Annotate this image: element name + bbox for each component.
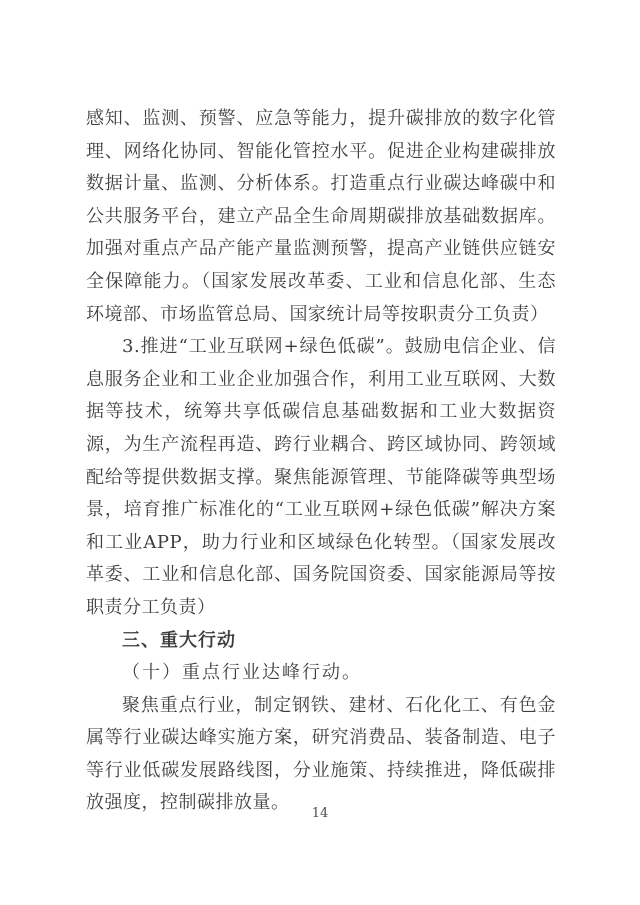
subsection-heading-key-industry-peak-action: （十）重点行业达峰行动。 — [122, 662, 362, 684]
section-heading-major-actions: 三、重大行动 — [122, 629, 236, 651]
page-number: 14 — [311, 806, 329, 821]
body-paragraph-key-industries: 聚焦重点行业，制定钢铁、建材、石化化工、有色金属等行业碳达峰实施方案，研究消费品、装备制造、电子等行业低碳发展路线图，分业施策、持续推进，降低碳排放强度，控制碳排放量。 — [86, 694, 556, 814]
body-paragraph-industrial-internet: 3.推进“工业互联网+绿色低碳”。鼓励电信企业、信息服务企业和工业企业加强合作，利用工业互联网、大数据等技术，统筹共享低碳信息基础数据和工业大数据资源，为生产流程再造、跨行业耦合、跨区域协同、跨领域配给等提供数据支撑。聚焦能源管理、节能降碳等典型场景，培育推广标准化的“工业互联网+绿色低碳”解决方案和工业APP，助力行业和区域绿色化转型。（国家发展改革委、工业和信息化部、国务院国资委、国家能源局等按职责分工负责） — [86, 336, 556, 618]
body-paragraph-continuation: 感知、监测、预警、应急等能力，提升碳排放的数字化管理、网络化协同、智能化管控水平。促进企业构建碳排放数据计量、监测、分析体系。打造重点行业碳达峰碳中和公共服务平台，建立产品全生命周期碳排放基础数据库。加强对重点产品产能产量监测预警，提高产业链供应链安全保障能力。（国家发展改革委、工业和信息化部、生态环境部、市场监管总局、国家统计局等按职责分工负责） — [86, 108, 556, 325]
page-content — [86, 103, 556, 820]
